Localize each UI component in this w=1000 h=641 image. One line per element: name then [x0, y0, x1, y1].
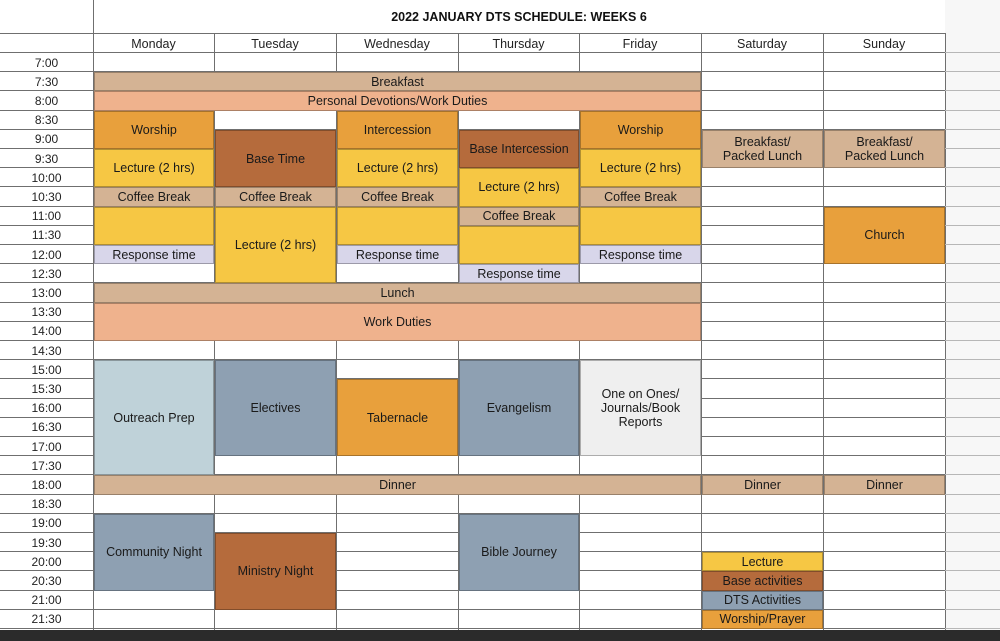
time-label[interactable]: 8:00 — [34, 93, 59, 108]
event-block-coffee-break[interactable]: Coffee Break — [459, 207, 579, 226]
grid-line — [945, 474, 1000, 475]
event-block-lecture[interactable]: Lecture — [702, 552, 823, 571]
grid-line — [701, 33, 702, 630]
grid-line — [945, 263, 1000, 264]
event-block-ministry-night[interactable]: Ministry Night — [215, 533, 336, 610]
event-block-dinner[interactable]: Dinner — [94, 475, 701, 494]
grid-line — [945, 417, 1000, 418]
grid-line — [945, 378, 1000, 379]
event-block-base-time[interactable]: Base Time — [215, 130, 336, 188]
event-block-worship[interactable]: Worship — [580, 111, 701, 149]
grid-line — [945, 359, 1000, 360]
time-label[interactable]: 18:30 — [31, 497, 62, 512]
event-block-personal-devotions-work-duties[interactable]: Personal Devotions/Work Duties — [94, 91, 701, 110]
grid-line — [945, 206, 1000, 207]
grid-line — [945, 609, 1000, 610]
time-label[interactable]: 21:30 — [31, 612, 62, 627]
day-header-friday[interactable]: Friday — [622, 36, 658, 51]
time-label[interactable]: 14:00 — [31, 324, 62, 339]
event-block-outreach-prep[interactable]: Outreach Prep — [94, 360, 214, 475]
grid-line — [945, 590, 1000, 591]
day-header-thursday[interactable]: Thursday — [492, 36, 545, 51]
event-block-dinner[interactable]: Dinner — [824, 475, 945, 494]
event-block-response-time[interactable]: Response time — [94, 245, 214, 264]
time-label[interactable]: 17:00 — [31, 439, 62, 454]
event-block-empty[interactable] — [94, 207, 214, 245]
day-header-tuesday[interactable]: Tuesday — [251, 36, 299, 51]
event-block-breakfast-packed-lunch[interactable]: Breakfast/ Packed Lunch — [702, 130, 823, 168]
event-block-dinner[interactable]: Dinner — [702, 475, 823, 494]
event-block-lecture-2-hrs[interactable]: Lecture (2 hrs) — [337, 149, 458, 187]
event-block-empty[interactable] — [580, 207, 701, 245]
event-block-church[interactable]: Church — [824, 207, 945, 265]
time-label[interactable]: 16:30 — [31, 420, 62, 435]
day-header-saturday[interactable]: Saturday — [736, 36, 788, 51]
grid-line — [945, 167, 1000, 168]
event-block-one-on-ones-journals-book-reports[interactable]: One on Ones/ Journals/Book Reports — [580, 360, 701, 456]
grid-line — [945, 628, 1000, 629]
grid-line — [945, 494, 1000, 495]
event-block-tabernacle[interactable]: Tabernacle — [337, 379, 458, 456]
day-header-monday[interactable]: Monday — [131, 36, 176, 51]
time-label[interactable]: 15:30 — [31, 381, 62, 396]
event-block-empty[interactable] — [337, 207, 458, 245]
grid-line — [945, 436, 1000, 437]
time-label[interactable]: 20:30 — [31, 573, 62, 588]
time-label[interactable]: 10:30 — [31, 189, 62, 204]
grid-line — [945, 148, 1000, 149]
time-label[interactable]: 12:00 — [31, 247, 62, 262]
grid-line — [823, 33, 824, 630]
outside-sheet-area — [945, 0, 1000, 630]
time-label[interactable]: 7:30 — [34, 74, 59, 89]
time-label[interactable]: 7:00 — [34, 55, 59, 70]
event-block-dts-activities[interactable]: DTS Activities — [702, 591, 823, 610]
event-block-intercession[interactable]: Intercession — [337, 111, 458, 149]
event-block-lecture-2-hrs[interactable]: Lecture (2 hrs) — [215, 207, 336, 284]
event-block-response-time[interactable]: Response time — [459, 264, 579, 283]
event-block-work-duties[interactable]: Work Duties — [94, 303, 701, 341]
event-block-coffee-break[interactable]: Coffee Break — [215, 187, 336, 206]
event-block-base-activities[interactable]: Base activities — [702, 571, 823, 590]
time-label[interactable]: 9:30 — [34, 151, 59, 166]
day-header-sunday[interactable]: Sunday — [862, 36, 906, 51]
event-block-coffee-break[interactable]: Coffee Break — [94, 187, 214, 206]
time-label[interactable]: 11:30 — [31, 228, 62, 243]
event-block-evangelism[interactable]: Evangelism — [459, 360, 579, 456]
time-label[interactable]: 21:00 — [31, 593, 62, 608]
time-label[interactable]: 16:00 — [31, 401, 62, 416]
sheet-bottom-toolbar — [0, 630, 1000, 641]
event-block-lecture-2-hrs[interactable]: Lecture (2 hrs) — [94, 149, 214, 187]
grid-line — [945, 129, 1000, 130]
time-label[interactable]: 12:30 — [31, 266, 62, 281]
time-label[interactable]: 13:00 — [31, 285, 62, 300]
event-block-breakfast-packed-lunch[interactable]: Breakfast/ Packed Lunch — [824, 130, 945, 168]
grid-line — [945, 455, 1000, 456]
event-block-coffee-break[interactable]: Coffee Break — [337, 187, 458, 206]
time-label[interactable]: 11:00 — [31, 209, 62, 224]
grid-line — [945, 398, 1000, 399]
time-label[interactable]: 9:00 — [34, 132, 59, 147]
event-block-lunch[interactable]: Lunch — [94, 283, 701, 302]
event-block-worship[interactable]: Worship — [94, 111, 214, 149]
event-block-lecture-2-hrs[interactable]: Lecture (2 hrs) — [580, 149, 701, 187]
grid-line — [945, 321, 1000, 322]
grid-line — [945, 52, 1000, 53]
event-block-community-night[interactable]: Community Night — [94, 514, 214, 591]
event-block-bible-journey[interactable]: Bible Journey — [459, 514, 579, 591]
event-block-worship-prayer[interactable]: Worship/Prayer — [702, 610, 823, 629]
time-label[interactable]: 17:30 — [31, 458, 62, 473]
event-block-lecture-2-hrs[interactable]: Lecture (2 hrs) — [459, 168, 579, 206]
event-block-response-time[interactable]: Response time — [337, 245, 458, 264]
grid-line — [945, 244, 1000, 245]
event-block-response-time[interactable]: Response time — [580, 245, 701, 264]
time-label[interactable]: 10:00 — [31, 170, 62, 185]
grid-line — [945, 282, 1000, 283]
grid-line — [945, 513, 1000, 514]
time-label[interactable]: 15:00 — [31, 362, 62, 377]
grid-line — [945, 532, 1000, 533]
time-label[interactable]: 14:30 — [31, 343, 62, 358]
grid-line — [945, 340, 1000, 341]
day-header-wednesday[interactable]: Wednesday — [364, 36, 430, 51]
grid-line — [945, 186, 1000, 187]
event-block-electives[interactable]: Electives — [215, 360, 336, 456]
event-block-empty[interactable] — [459, 226, 579, 264]
grid-line — [945, 570, 1000, 571]
time-label[interactable]: 18:00 — [31, 477, 62, 492]
time-label[interactable]: 13:30 — [31, 305, 62, 320]
event-block-coffee-break[interactable]: Coffee Break — [580, 187, 701, 206]
grid-line — [945, 110, 1000, 111]
time-label[interactable]: 19:00 — [31, 516, 62, 531]
grid-line — [945, 33, 946, 630]
grid-line — [945, 225, 1000, 226]
time-label[interactable]: 19:30 — [31, 535, 62, 550]
time-label[interactable]: 8:30 — [34, 113, 59, 128]
time-label[interactable]: 20:00 — [31, 554, 62, 569]
schedule-title[interactable]: 2022 JANUARY DTS SCHEDULE: WEEKS 6 — [391, 9, 647, 24]
grid-line — [945, 302, 1000, 303]
grid-line — [945, 71, 1000, 72]
event-block-base-intercession[interactable]: Base Intercession — [459, 130, 579, 168]
event-block-breakfast[interactable]: Breakfast — [94, 72, 701, 91]
grid-line — [945, 90, 1000, 91]
grid-line — [945, 551, 1000, 552]
